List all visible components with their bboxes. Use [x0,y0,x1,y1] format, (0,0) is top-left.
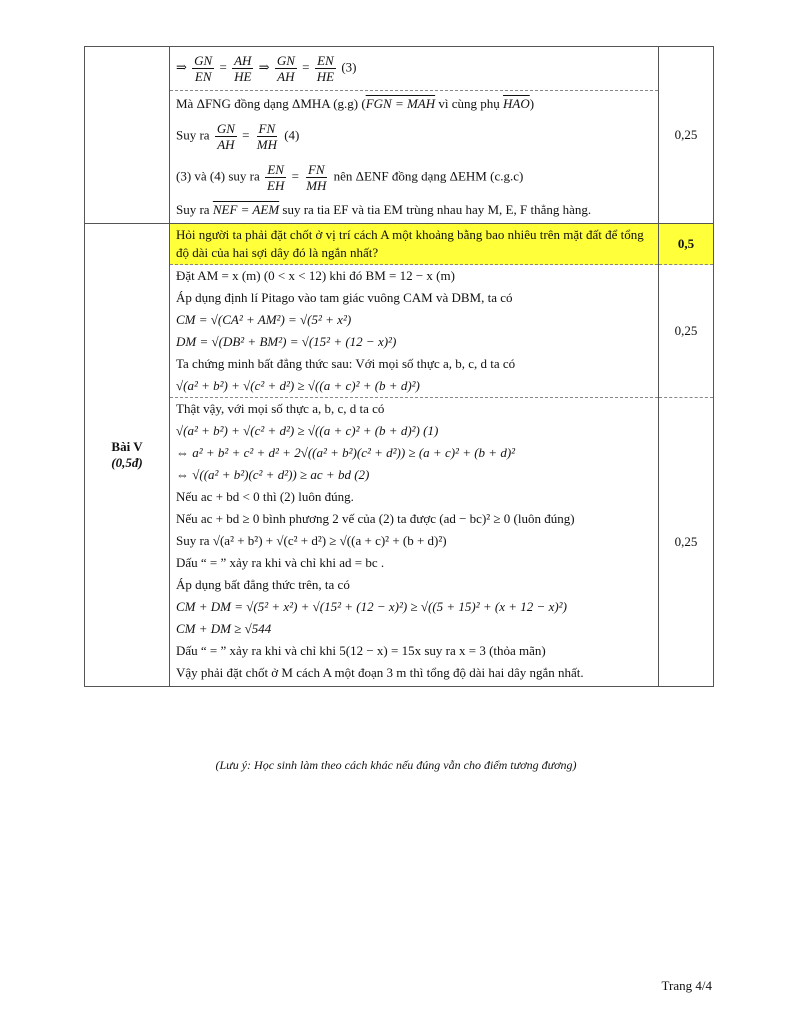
ratio-line-4: Suy ra $\frac{GN}{AH}$ = $\frac{FN}{MH}$ (4) [176,121,300,152]
step1-line5: Ta chứng minh bất đẳng thức sau: Với mọi số thực a, b, c, d ta có [176,356,516,371]
page-number: Trang 4/4 [661,978,712,993]
step2-line3: ⇔ a² + b² + c² + d² + 2√((a² + b²)(c² + d²)) ≥ (a + c)² + (b + d)² [176,445,516,460]
step1-line1: Đặt AM = x (m) (0 < x < 12) khi đó BM = 12 − x (m) [176,268,455,283]
step2-line9: Áp dụng bất đẳng thức trên, ta có [176,577,350,592]
part4-content [170,47,659,224]
question-text: Hỏi người ta phải đặt chốt ở vị trí cách A một khoảng bằng bao nhiêu trên mặt đất để tổng độ dài của hai sợi dây đó là ngắn nhất? [176,227,644,260]
step1-line6: √(a² + b²) + √(c² + d²) ≥ √((a + c)² + (b + d)²) [176,378,420,393]
bai5-step1 [170,265,659,398]
step2-line12: Dấu “ = ” xảy ra khi và chỉ khi 5(12 − x) = 15x suy ra x = 3 (thỏa mãn) [176,643,546,658]
step1-line3: CM = √(CA² + AM²) = √(5² + x²) [176,312,352,327]
similar-triangles-line: Mà ΔFNG đồng dạng ΔMHA (g.g) (FGN = MAH vì cùng phụ $\overline{HAO}$) [176,96,535,111]
step2-line4: ⇔ √((a² + b²)(c² + d²)) ≥ ac + bd (2) [176,467,370,482]
empty-label-cell [85,47,170,224]
bai5-question [170,224,659,265]
ratio-conclusion: (3) và (4) suy ra $\frac{EN}{EH}$ = $\frac{FN}{MH}$ nên ΔENF đồng dạng ΔEHM (c.g.c) [176,162,524,193]
bai5-points: (0,5đ) [111,455,143,470]
collinear-conclusion: Suy ra NEF = AEM suy ra tia EF và tia EM trùng nhau hay M, E, F thẳng hàng. [176,202,592,217]
step1-line4: DM = √(DB² + BM²) = √(15² + (12 − x)²) [176,334,397,349]
question-score: 0,5 [659,224,714,265]
grading-table [84,46,714,687]
step1-score: 0,25 [659,265,714,398]
step2-line6: Nếu ac + bd ≥ 0 bình phương 2 vế của (2) ta được (ad − bc)² ≥ 0 (luôn đúng) [176,511,575,526]
bai5-label: Bài V [111,439,143,454]
step2-line8: Dấu “ = ” xảy ra khi và chỉ khi ad = bc . [176,555,385,570]
step2-line2: √(a² + b²) + √(c² + d²) ≥ √((a + c)² + (b + d)²) (1) [176,423,439,438]
step2-line10: CM + DM = √(5² + x²) + √(15² + (12 − x)²) ≥ √((5 + 15)² + (x + 12 − x)²) [176,599,567,614]
step2-line11: CM + DM ≥ √544 [176,621,272,636]
bai5-step2 [170,398,659,687]
ratio-line-3: ⇒ $\frac{GN}{EN}$ = $\frac{AH}{HE}$ ⇒ $\frac{GN}{AH}$ = $\frac{EN}{HE}$ (3) [176,53,357,84]
grading-note: (Lưu ý: Học sinh làm theo cách khác nếu đúng vẫn cho điểm tương đương) [215,758,577,772]
step2-line1: Thật vậy, với mọi số thực a, b, c, d ta có [176,401,385,416]
step2-line5: Nếu ac + bd < 0 thì (2) luôn đúng. [176,489,354,504]
step2-line13: Vậy phải đặt chốt ở M cách A một đoạn 3 m thì tổng độ dài hai dây ngắn nhất. [176,665,584,680]
step2-line7: Suy ra √(a² + b²) + √(c² + d²) ≥ √((a + c)² + (b + d)²) [176,533,447,548]
part4-score: 0,25 [674,127,698,142]
step1-line2: Áp dụng định lí Pitago vào tam giác vuông CAM và DBM, ta có [176,290,513,305]
step2-score: 0,25 [674,534,698,549]
bai5-label-cell [85,224,170,687]
